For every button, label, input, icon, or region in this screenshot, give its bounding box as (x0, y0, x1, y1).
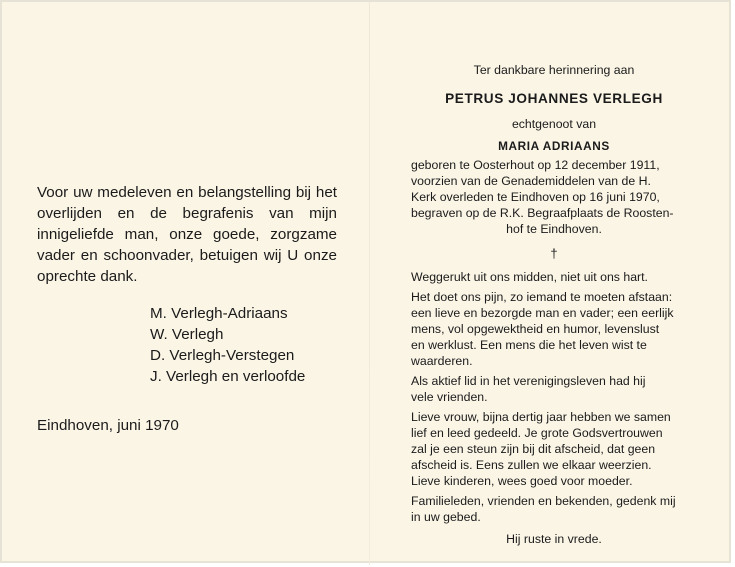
verse-line: en werklust. Een mens die het leven wist te (411, 338, 647, 352)
spouse-label: echtgenoot van (511, 117, 597, 131)
bio-line: voorzien van de Genademiddelen van de H. (411, 174, 651, 188)
signature-line: W. Verlegh (150, 326, 224, 343)
thank-you-panel (37, 182, 337, 436)
message-line: het overlijden en de begrafenis van mijn (37, 184, 337, 222)
verse-line: Als aktief lid in het verenigingsleven had hij (411, 374, 646, 388)
bio-line: hof te Eindhoven. (506, 222, 602, 236)
verse-line: in uw gebed. (411, 510, 481, 524)
verse-line: Familieleden, vrienden en bekenden, gedenk mij (411, 494, 676, 508)
signatures (150, 303, 337, 387)
cross-icon: † (550, 246, 558, 261)
closing-line: Hij ruste in vrede. (506, 532, 602, 546)
bio-line: geboren te Oosterhout op 12 december 1911, (411, 158, 660, 172)
verse-line: vele vrienden. (411, 390, 488, 404)
verse-line: mens, vol opgewektheid en humor, levenslust (411, 322, 660, 336)
card-fold (369, 2, 370, 565)
place-date: Eindhoven, juni 1970 (37, 417, 179, 434)
verse-line: waarderen. (411, 354, 473, 368)
verse-5 (411, 493, 697, 525)
verse-2 (411, 289, 697, 369)
thank-you-message (37, 182, 337, 287)
remembrance-panel (411, 62, 697, 547)
message-line: innigeliefde man, onze goede, zorgzame (37, 226, 337, 243)
biography (411, 157, 697, 237)
signature-line: J. Verlegh en verloofde (150, 368, 306, 385)
verse-line: Lieve kinderen, wees goed voor moeder. (411, 474, 633, 488)
message-line: vader en schoonvader, betuigen wij U (37, 247, 299, 264)
verse-line: lief en leed gedeeld. Je grote Godsvertrouwen (411, 426, 663, 440)
message-line: onze oprechte dank. (37, 247, 337, 285)
verse-line: een lieve en bezorgde man en vader; een eerlijk (411, 306, 674, 320)
signature-line: D. Verlegh-Verstegen (150, 347, 295, 364)
bio-line: begraven op de R.K. Begraafplaats de Roosten- (411, 206, 674, 220)
verse-1: Weggerukt uit ons midden, niet uit ons hart. (411, 270, 648, 284)
verse-3 (411, 373, 697, 405)
verse-line: zal je een steun zijn bij dit afscheid, dat geen (411, 442, 656, 456)
message-line: Voor uw medeleven en belangstelling bij (37, 184, 312, 201)
verse-4 (411, 409, 697, 489)
bio-line: Kerk overleden te Eindhoven op 16 juni 1970, (411, 190, 660, 204)
spouse-name: MARIA ADRIAANS (498, 139, 610, 153)
verse-line: afscheid is. Eens zullen we elkaar weerzien. (411, 458, 652, 472)
verse-line: Het doet ons pijn, zo iemand te moeten afstaan: (411, 290, 673, 304)
signature-line: M. Verlegh-Adriaans (150, 305, 288, 322)
verse-line: Lieve vrouw, bijna dertig jaar hebben we samen (411, 410, 671, 424)
intro-text: Ter dankbare herinnering aan (473, 63, 635, 77)
deceased-name: PETRUS JOHANNES VERLEGH (445, 91, 663, 106)
